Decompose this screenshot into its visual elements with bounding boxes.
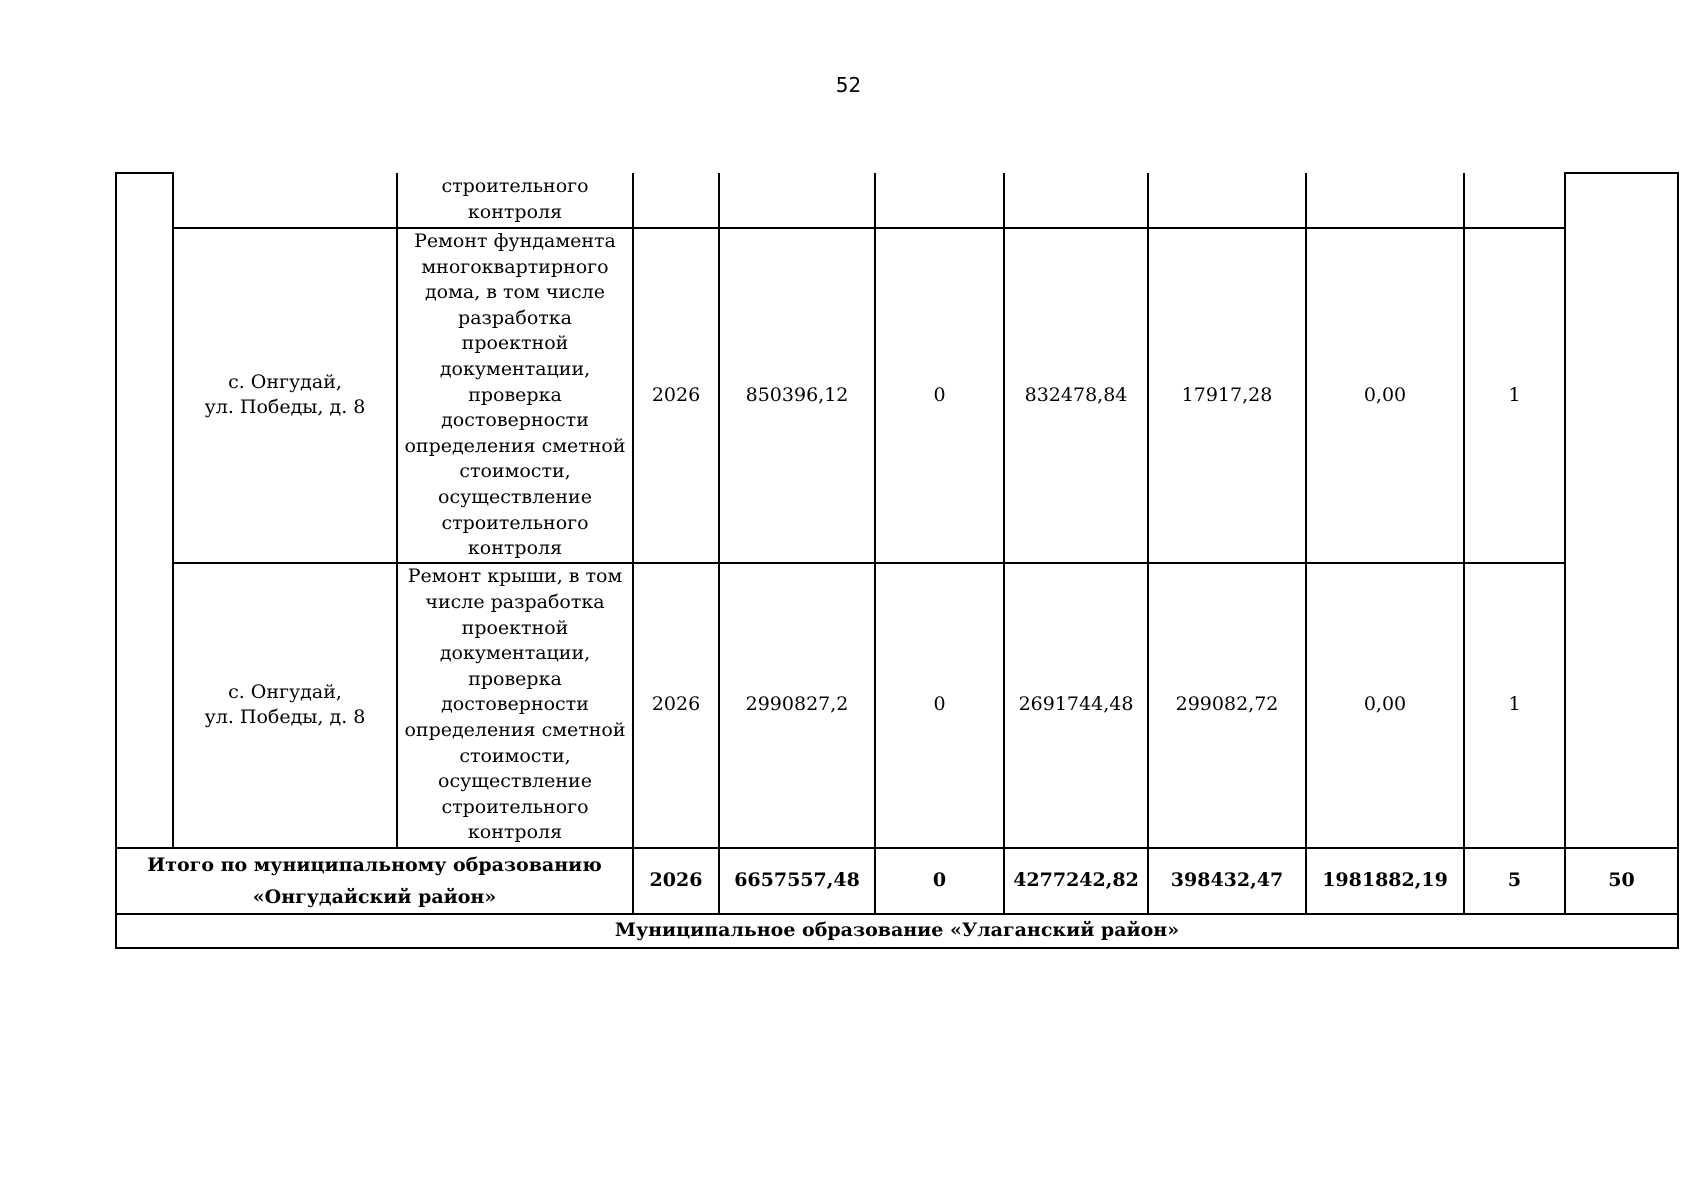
work-description-cell: Ремонт фундамента многоквартирного дома, в том числе разработка проектной документации, проверка достоверности определения сметной стоимости, осуществление строительного контроля (397, 228, 633, 563)
year-cell: 2026 (633, 228, 719, 563)
year-cell: 2026 (633, 563, 719, 848)
count-cell: 1 (1464, 228, 1565, 563)
local-cell: 17917,28 (1148, 228, 1306, 563)
address-cell (173, 228, 397, 563)
local-cell: 299082,72 (1148, 563, 1306, 848)
total-cost-cell: 850396,12 (719, 228, 875, 563)
total-owners: 1981882,19 (1306, 848, 1464, 914)
table-row (116, 563, 1678, 848)
owners-cell: 0,00 (1306, 563, 1464, 848)
page-number: 52 (835, 73, 862, 97)
total-last: 50 (1565, 848, 1678, 914)
total-fund: 0 (875, 848, 1004, 914)
total-count: 5 (1464, 848, 1565, 914)
fund-cell: 0 (875, 228, 1004, 563)
count-cell: 1 (1464, 563, 1565, 848)
section-header: Муниципальное образование «Улаганский район» (116, 914, 1678, 948)
total-cost: 6657557,48 (719, 848, 875, 914)
local-cell (1148, 173, 1306, 228)
total-cost-cell (719, 173, 875, 228)
total-local: 398432,47 (1148, 848, 1306, 914)
year-cell (633, 173, 719, 228)
capital-repair-table (115, 172, 1679, 949)
last-cell (1565, 173, 1678, 848)
fund-cell (875, 173, 1004, 228)
table-row (116, 228, 1678, 563)
owners-cell: 0,00 (1306, 228, 1464, 563)
fund-cell: 0 (875, 563, 1004, 848)
count-cell (1464, 173, 1565, 228)
address-cell (173, 173, 397, 228)
region-cell: 2691744,48 (1004, 563, 1148, 848)
total-row (116, 848, 1678, 914)
region-cell: 832478,84 (1004, 228, 1148, 563)
total-label: Итого по муниципальному образованию «Онгудайский район» (116, 848, 633, 914)
owners-cell (1306, 173, 1464, 228)
work-description-cell: Ремонт крыши, в том числе разработка проектной документации, проверка достоверности определения сметной стоимости, осуществление строительного контроля (397, 563, 633, 848)
address-line-1: с. Онгудай, (228, 370, 342, 393)
address-cell (173, 563, 397, 848)
address-line-1: с. Онгудай, (228, 680, 342, 703)
total-year: 2026 (633, 848, 719, 914)
address-line-2: ул. Победы, д. 8 (204, 706, 366, 729)
total-region: 4277242,82 (1004, 848, 1148, 914)
section-header-row (116, 914, 1678, 948)
total-cost-cell: 2990827,2 (719, 563, 875, 848)
region-cell (1004, 173, 1148, 228)
index-cell (116, 173, 173, 848)
address-line-2: ул. Победы, д. 8 (204, 396, 366, 419)
work-description-cell: строительного контроля (397, 173, 633, 228)
table-row (116, 173, 1678, 228)
